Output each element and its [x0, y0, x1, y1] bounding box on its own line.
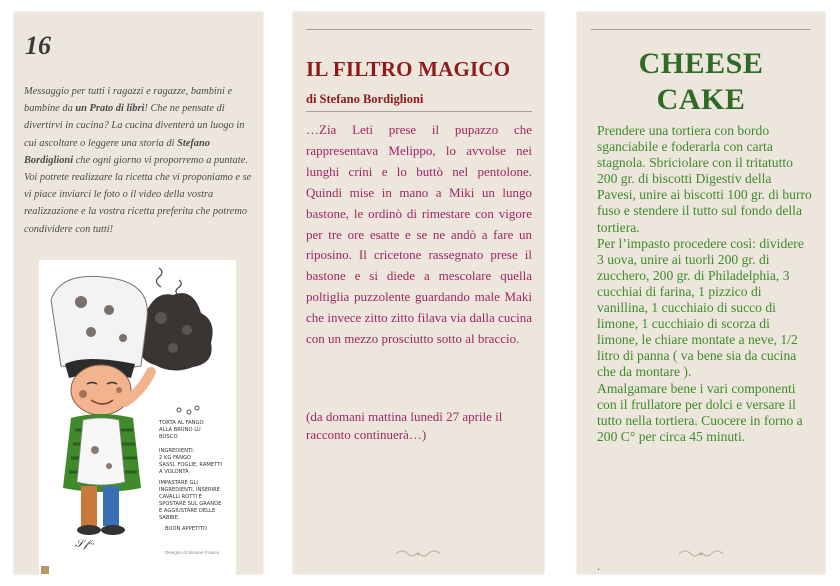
intro-text-3: che ogni giorno vi proporremo a puntate. Voi potrete realizzare la ricetta che vi proponiamo e se vi piace inviarci le foto o il video della vostra realizzazione e la vostra ricetta preferita che potremo condividere con tutti!	[24, 154, 252, 235]
note-steps: IMPASTARE GLI INGREDIENTI, INSERIRE CAVALLI ROTTI E SPOSTARE SUL GRANDE E AGGIUSTARE DELLE SABBIE.	[159, 480, 222, 521]
artist-signature: 𝒮𝒻~	[75, 538, 95, 550]
note-closing: BUON APPETITO	[165, 526, 208, 532]
recipe-body: Prendere una tortiera con bordo sganciabile e foderarla con carta stagnola. Sbriciolare con il tritatutto 200 gr. di biscotti Digestiv della Pavesi, unire ai biscotti 100 gr. di burro fuso e stendere il tutto sul fondo della tortiera. Per l’impasto procedere così: dividere 3 uova, unire ai tuorli 200 gr. di zucchero, 200 gr. di Philadelphia, 3 cucchiai di farina, 1 pizzico di vanillina, 1 cucchiaio di succo di limone, 1 cucchiaio di scorza di limone, le chiare montate a neve, 1/2 litro di panna ( va bene sia da cucina che da montare ). Amalgamare bene i vari componenti con il frullatore per dolci e versare il tutto nella tortiera. Cuocere in forno a 200 C° per circa 45 minuti.	[597, 123, 812, 444]
intro-text-1: Messaggio per tutti i ragazzi e ragazze, bambini e bambine da	[24, 86, 233, 115]
note-ingredients: INGREDIENTI: 2 KG FANGO SASSI, FOGLIE, RAMETTI A VOLONTÀ	[159, 448, 222, 475]
recipe-title-line-1: CHEESE	[638, 47, 764, 80]
trailing-mark: .	[597, 558, 601, 573]
recipe-title	[577, 46, 825, 118]
intro-text-2: ! Che ne pensate di divertirvi in cucina? La cucina diventerà un luogo in cui ascoltare o leggere una storia di	[24, 103, 245, 149]
continuation-note: (da domani mattina lunedì 27 aprile il racconto continuerà…)	[306, 409, 503, 442]
page-number: 16	[25, 31, 51, 60]
illustration-caption: Disegno di Simone Frasca	[165, 550, 219, 555]
intro-message	[24, 83, 254, 238]
story-author: di Stefano Bordiglioni	[306, 92, 424, 106]
flourish-ornament	[677, 548, 725, 560]
story-body: …Zia Leti prese il pupazzo che rappresentava Melippo, lo avvolse nei lunghi crini e lo buttò nel pentolone. Quindi mise in mano a Miki un lungo bastone, le ordinò di rimestare con vigore per tre ore esatte e se ne andò a fare un riposino. Il cricetone rassegnato prese il bastone e si diede a mescolare quella poltiglia puzzolente guardando male Maki che invece zitto zitto filava via dalla cucina con un mezzo prosciutto sotto al braccio.	[306, 122, 532, 347]
recipe-title-line-2: CAKE	[656, 83, 746, 116]
title-rule	[306, 111, 532, 112]
story-title: IL FILTRO MAGICO	[306, 57, 511, 81]
intro-bold-prato: un Prato di libri	[75, 103, 145, 115]
left-page	[14, 12, 263, 574]
intro-bold-author: Stefano Bordiglioni	[24, 137, 210, 166]
chef-boy-illustration	[39, 260, 236, 578]
top-rule	[591, 29, 811, 30]
note-recipe-title: TORTA AL FANGO ALLA BRUNO LU BOSCO	[159, 420, 204, 440]
flourish-ornament	[394, 548, 442, 560]
right-page	[577, 12, 825, 574]
top-rule	[306, 29, 532, 30]
middle-page	[293, 12, 544, 574]
